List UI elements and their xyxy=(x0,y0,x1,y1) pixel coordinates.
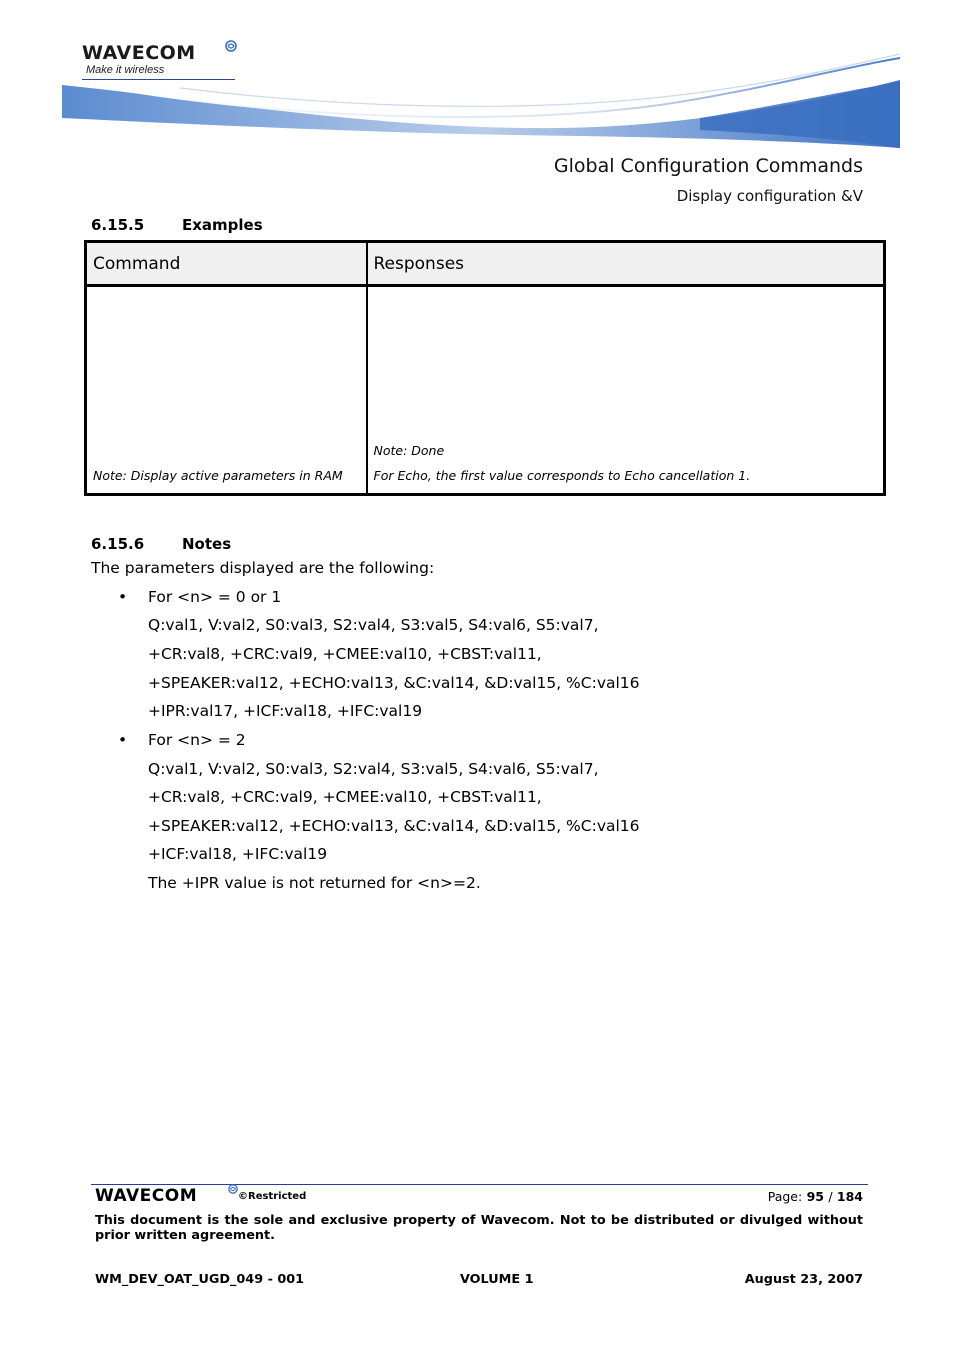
page-subtitle: Display configuration &V xyxy=(676,187,863,205)
column-header-command: Command xyxy=(86,242,367,286)
command-note: Note: Display active parameters in RAM xyxy=(93,468,343,483)
examples-section-title: Examples xyxy=(182,216,263,234)
response-cell xyxy=(367,286,885,495)
header-swoosh-graphic xyxy=(60,50,900,155)
list-item-label: For <n> = 2 xyxy=(148,731,246,749)
response-extra: For Echo, the first value corresponds to Echo cancellation 1. xyxy=(373,468,751,483)
document-reference: WM_DEV_OAT_UGD_049 - 001 xyxy=(95,1272,305,1287)
param-line: +CR:val8, +CRC:val9, +CMEE:val10, +CBST:val11, xyxy=(148,788,542,806)
restricted-label: ©Restricted xyxy=(238,1191,307,1202)
footer-logo-wordmark: WAVECOM xyxy=(95,1186,198,1206)
page-separator: / xyxy=(828,1189,833,1204)
notes-section-title: Notes xyxy=(182,535,232,553)
notes-heading xyxy=(91,535,231,553)
list-item xyxy=(91,588,281,606)
param-line: +IPR:val17, +ICF:val18, +IFC:val19 xyxy=(148,702,423,720)
param-line: +SPEAKER:val12, +ECHO:val13, &C:val14, &D:val15, %C:val16 xyxy=(148,817,640,835)
page-label: Page: xyxy=(767,1189,803,1204)
column-header-responses: Responses xyxy=(367,242,885,286)
param-line: The +IPR value is not returned for <n>=2. xyxy=(148,874,481,892)
examples-heading xyxy=(91,216,263,234)
param-line: +SPEAKER:val12, +ECHO:val13, &C:val14, &D:val15, %C:val16 xyxy=(148,674,640,692)
page-total: 184 xyxy=(836,1189,863,1204)
table-row xyxy=(86,286,885,495)
logo-tagline: Make it wireless xyxy=(86,64,165,76)
param-line: +ICF:val18, +IFC:val19 xyxy=(148,845,328,863)
footer-rule xyxy=(91,1184,868,1185)
volume-label: VOLUME 1 xyxy=(460,1272,534,1287)
document-date: August 23, 2007 xyxy=(744,1272,863,1287)
param-line: Q:val1, V:val2, S0:val3, S2:val4, S3:val5, S4:val6, S5:val7, xyxy=(148,616,599,634)
examples-table xyxy=(84,240,886,496)
table-header-row xyxy=(86,242,885,286)
notes-section-number: 6.15.6 xyxy=(91,535,145,553)
list-item xyxy=(91,731,246,749)
list-item-label: For <n> = 0 or 1 xyxy=(148,588,282,606)
page-number xyxy=(768,1189,863,1204)
param-line: +CR:val8, +CRC:val9, +CMEE:val10, +CBST:val11, xyxy=(148,645,542,663)
page-current: 95 xyxy=(806,1189,824,1204)
examples-section-number: 6.15.5 xyxy=(91,216,145,234)
confidentiality-notice: This document is the sole and exclusive property of Wavecom. Not to be distributed or divulged without prior written agreement. xyxy=(95,1213,863,1243)
bullet-icon: • xyxy=(118,588,128,606)
logo-wordmark: WAVECOM xyxy=(82,42,196,64)
notes-intro: The parameters displayed are the following: xyxy=(91,559,435,577)
wavecom-swirl-icon xyxy=(228,1184,238,1194)
response-note: Note: Done xyxy=(373,443,445,458)
page-title: Global Configuration Commands xyxy=(553,155,863,177)
command-cell xyxy=(86,286,367,495)
bullet-icon: • xyxy=(118,731,128,749)
param-line: Q:val1, V:val2, S0:val3, S2:val4, S3:val5, S4:val6, S5:val7, xyxy=(148,760,599,778)
